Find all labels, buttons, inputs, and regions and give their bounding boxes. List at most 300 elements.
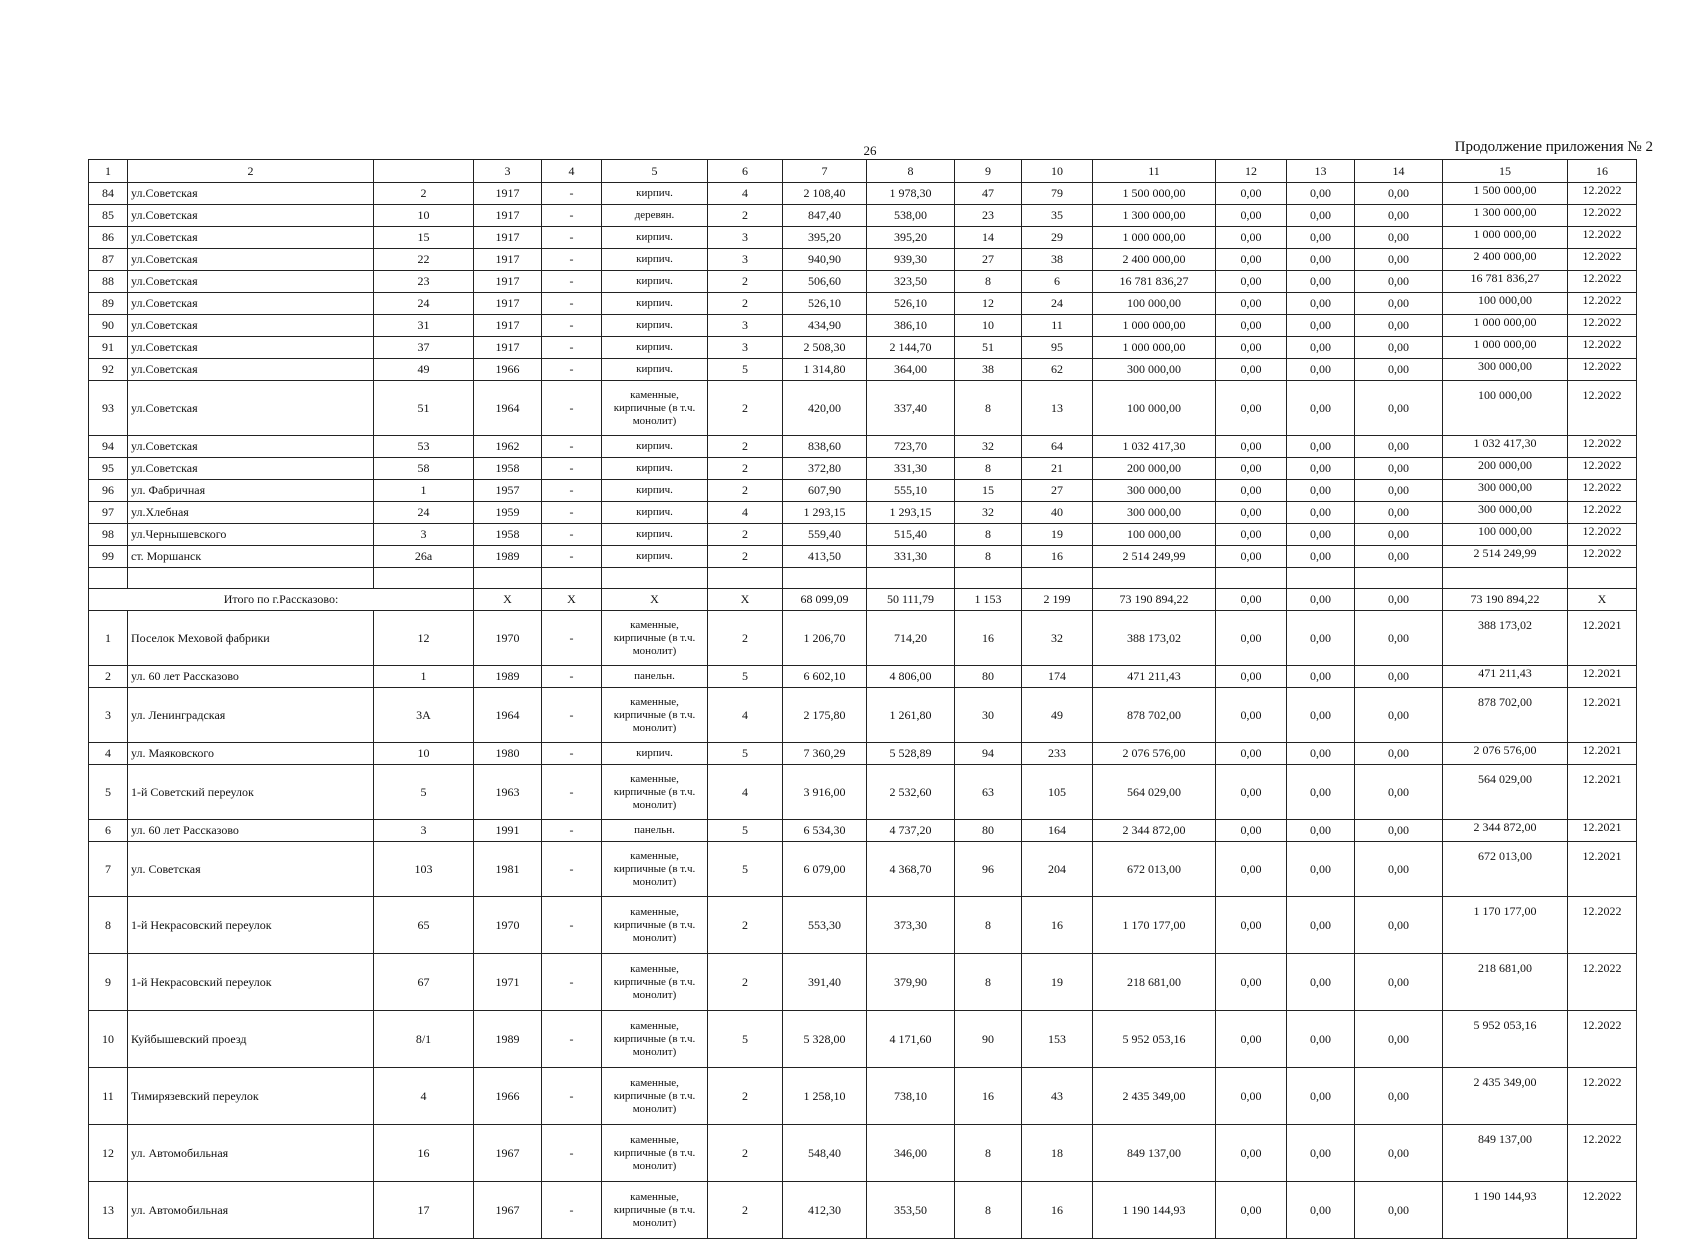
living-area-cell: 4 368,70 (867, 842, 955, 897)
year-cell: 1981 (474, 842, 542, 897)
residents-cell: 79 (1022, 183, 1093, 205)
column14-cell: 0,00 (1355, 611, 1443, 666)
residents-cell: 16 (1022, 546, 1093, 568)
empty-cell (374, 568, 474, 589)
flats-cell: 8 (955, 524, 1022, 546)
floors-cell: 2 (708, 1182, 783, 1239)
empty-cell (783, 568, 867, 589)
year-cell: 1966 (474, 359, 542, 381)
row-number-cell: 10 (89, 1011, 128, 1068)
floors-cell: 2 (708, 611, 783, 666)
cost-cell: 2 400 000,00 (1093, 249, 1216, 271)
column13-cell: 0,00 (1287, 480, 1355, 502)
table-row (89, 611, 1637, 666)
column13-cell: 0,00 (1287, 1068, 1355, 1125)
cost-cell: 100 000,00 (1093, 381, 1216, 436)
living-area-cell: 379,90 (867, 954, 955, 1011)
floors-cell: 3 (708, 337, 783, 359)
empty-cell (1443, 568, 1568, 589)
empty-cell (542, 568, 602, 589)
column15-cell: 471 211,43 (1443, 666, 1568, 688)
house-number-cell: 17 (374, 1182, 474, 1239)
completion-date-cell: 12.2022 (1568, 249, 1637, 271)
row-number-cell: 3 (89, 688, 128, 743)
year-cell: 1967 (474, 1125, 542, 1182)
column13-cell: 0,00 (1287, 205, 1355, 227)
column12-cell: 0,00 (1216, 381, 1287, 436)
cost-cell: 1 170 177,00 (1093, 897, 1216, 954)
completion-date-cell: 12.2022 (1568, 359, 1637, 381)
table-row (89, 842, 1637, 897)
residents-cell: 174 (1022, 666, 1093, 688)
column14-cell: 0,00 (1355, 183, 1443, 205)
house-number-cell: 22 (374, 249, 474, 271)
continuation-label: Продолжение приложения № 2 (1454, 139, 1653, 155)
street-cell: ул.Советская (128, 249, 374, 271)
cost-cell: 471 211,43 (1093, 666, 1216, 688)
column14-cell: 0,00 (1355, 205, 1443, 227)
total-cost: 73 190 894,22 (1093, 589, 1216, 611)
completion-date-cell: 12.2021 (1568, 666, 1637, 688)
column14-cell: 0,00 (1355, 1011, 1443, 1068)
column13-cell: 0,00 (1287, 1182, 1355, 1239)
column14-cell: 0,00 (1355, 381, 1443, 436)
column4-cell: - (542, 897, 602, 954)
residents-cell: 13 (1022, 381, 1093, 436)
total-col15: 73 190 894,22 (1443, 589, 1568, 611)
floors-cell: 2 (708, 897, 783, 954)
total-area-cell: 2 508,30 (783, 337, 867, 359)
street-cell: ул. 60 лет Рассказово (128, 666, 374, 688)
house-number-cell: 3 (374, 820, 474, 842)
house-number-cell: 12 (374, 611, 474, 666)
cost-cell: 100 000,00 (1093, 524, 1216, 546)
house-number-cell: 65 (374, 897, 474, 954)
floors-cell: 2 (708, 524, 783, 546)
column-number-cell: 14 (1355, 160, 1443, 183)
column4-cell: - (542, 666, 602, 688)
street-cell: 1-й Некрасовский переулок (128, 897, 374, 954)
total-col13: 0,00 (1287, 589, 1355, 611)
column4-cell: - (542, 381, 602, 436)
column13-cell: 0,00 (1287, 743, 1355, 765)
house-number-cell: 24 (374, 502, 474, 524)
column15-cell: 1 500 000,00 (1443, 183, 1568, 205)
street-cell: ул.Советская (128, 337, 374, 359)
table-row (89, 820, 1637, 842)
page-number: 26 (863, 143, 877, 158)
column15-cell: 388 173,02 (1443, 611, 1568, 666)
material-cell: кирпич. (602, 502, 708, 524)
material-cell: каменные, кирпичные (в т.ч. монолит) (602, 1068, 708, 1125)
column12-cell: 0,00 (1216, 480, 1287, 502)
total-area-cell: 2 108,40 (783, 183, 867, 205)
column15-cell: 100 000,00 (1443, 524, 1568, 546)
column-number-cell: 15 (1443, 160, 1568, 183)
column15-cell: 200 000,00 (1443, 458, 1568, 480)
residents-cell: 95 (1022, 337, 1093, 359)
flats-cell: 80 (955, 666, 1022, 688)
floors-cell: 5 (708, 1011, 783, 1068)
house-number-cell: 16 (374, 1125, 474, 1182)
house-number-cell: 3А (374, 688, 474, 743)
material-cell: кирпич. (602, 315, 708, 337)
total-area-cell: 1 206,70 (783, 611, 867, 666)
cost-cell: 100 000,00 (1093, 293, 1216, 315)
flats-cell: 32 (955, 502, 1022, 524)
floors-cell: 5 (708, 820, 783, 842)
flats-cell: 15 (955, 480, 1022, 502)
column15-cell: 849 137,00 (1443, 1125, 1568, 1182)
flats-cell: 90 (955, 1011, 1022, 1068)
total-area-cell: 559,40 (783, 524, 867, 546)
year-cell: 1971 (474, 954, 542, 1011)
row-number-cell: 98 (89, 524, 128, 546)
column13-cell: 0,00 (1287, 688, 1355, 743)
column14-cell: 0,00 (1355, 502, 1443, 524)
column15-cell: 16 781 836,27 (1443, 271, 1568, 293)
house-number-cell: 4 (374, 1068, 474, 1125)
total-flats: 1 153 (955, 589, 1022, 611)
row-number-cell: 84 (89, 183, 128, 205)
cost-cell: 564 029,00 (1093, 765, 1216, 820)
flats-cell: 8 (955, 954, 1022, 1011)
row-number-cell: 6 (89, 820, 128, 842)
year-cell: 1917 (474, 337, 542, 359)
flats-cell: 8 (955, 897, 1022, 954)
column12-cell: 0,00 (1216, 205, 1287, 227)
cost-cell: 200 000,00 (1093, 458, 1216, 480)
cost-cell: 5 952 053,16 (1093, 1011, 1216, 1068)
column15-cell: 1 190 144,93 (1443, 1182, 1568, 1239)
living-area-cell: 1 978,30 (867, 183, 955, 205)
column12-cell: 0,00 (1216, 436, 1287, 458)
column13-cell: 0,00 (1287, 293, 1355, 315)
residents-cell: 62 (1022, 359, 1093, 381)
floors-cell: 3 (708, 315, 783, 337)
column15-cell: 2 076 576,00 (1443, 743, 1568, 765)
cost-cell: 672 013,00 (1093, 842, 1216, 897)
column14-cell: 0,00 (1355, 249, 1443, 271)
row-number-cell: 86 (89, 227, 128, 249)
table-row (89, 315, 1637, 337)
column-number-cell: 13 (1287, 160, 1355, 183)
living-area-cell: 4 171,60 (867, 1011, 955, 1068)
material-cell: кирпич. (602, 743, 708, 765)
table-row (89, 1068, 1637, 1125)
column13-cell: 0,00 (1287, 436, 1355, 458)
year-cell: 1989 (474, 666, 542, 688)
completion-date-cell: 12.2021 (1568, 611, 1637, 666)
row-number-cell: 96 (89, 480, 128, 502)
column14-cell: 0,00 (1355, 480, 1443, 502)
flats-cell: 23 (955, 205, 1022, 227)
completion-date-cell: 12.2021 (1568, 820, 1637, 842)
column4-cell: - (542, 293, 602, 315)
column15-cell: 672 013,00 (1443, 842, 1568, 897)
house-number-cell: 3 (374, 524, 474, 546)
floors-cell: 2 (708, 205, 783, 227)
flats-cell: 30 (955, 688, 1022, 743)
material-cell: кирпич. (602, 227, 708, 249)
flats-cell: 16 (955, 1068, 1022, 1125)
flats-cell: 8 (955, 546, 1022, 568)
row-number-cell: 95 (89, 458, 128, 480)
column14-cell: 0,00 (1355, 1182, 1443, 1239)
column4-cell: - (542, 611, 602, 666)
living-area-cell: 346,00 (867, 1125, 955, 1182)
living-area-cell: 555,10 (867, 480, 955, 502)
table-row (89, 227, 1637, 249)
house-number-cell: 1 (374, 480, 474, 502)
living-area-cell: 386,10 (867, 315, 955, 337)
completion-date-cell: 12.2022 (1568, 381, 1637, 436)
table-row (89, 183, 1637, 205)
house-number-cell: 5 (374, 765, 474, 820)
column14-cell: 0,00 (1355, 337, 1443, 359)
column15-cell: 218 681,00 (1443, 954, 1568, 1011)
cost-cell: 2 344 872,00 (1093, 820, 1216, 842)
column13-cell: 0,00 (1287, 666, 1355, 688)
material-cell: каменные, кирпичные (в т.ч. монолит) (602, 381, 708, 436)
cost-cell: 300 000,00 (1093, 359, 1216, 381)
column4-cell: - (542, 820, 602, 842)
column14-cell: 0,00 (1355, 546, 1443, 568)
residents-cell: 11 (1022, 315, 1093, 337)
material-cell: кирпич. (602, 249, 708, 271)
table-row (89, 954, 1637, 1011)
housing-register-table (88, 159, 1637, 1239)
empty-cell (128, 568, 374, 589)
material-cell: кирпич. (602, 359, 708, 381)
column4-cell: - (542, 315, 602, 337)
year-cell: 1966 (474, 1068, 542, 1125)
column12-cell: 0,00 (1216, 183, 1287, 205)
completion-date-cell: 12.2022 (1568, 436, 1637, 458)
year-cell: 1958 (474, 524, 542, 546)
column4-cell: - (542, 524, 602, 546)
table-row (89, 524, 1637, 546)
house-number-cell: 8/1 (374, 1011, 474, 1068)
total-area-cell: 506,60 (783, 271, 867, 293)
empty-cell (602, 568, 708, 589)
completion-date-cell: 12.2022 (1568, 293, 1637, 315)
column12-cell: 0,00 (1216, 954, 1287, 1011)
table-row (89, 666, 1637, 688)
living-area-cell: 714,20 (867, 611, 955, 666)
column4-cell: - (542, 436, 602, 458)
house-number-cell: 53 (374, 436, 474, 458)
table-row (89, 458, 1637, 480)
column15-cell: 100 000,00 (1443, 381, 1568, 436)
column12-cell: 0,00 (1216, 458, 1287, 480)
total-label: Итого по г.Рассказово: (89, 589, 474, 611)
completion-date-cell: 12.2022 (1568, 502, 1637, 524)
street-cell: ул.Советская (128, 227, 374, 249)
year-cell: 1991 (474, 820, 542, 842)
material-cell: каменные, кирпичные (в т.ч. монолит) (602, 765, 708, 820)
column4-cell: - (542, 688, 602, 743)
total-living-area: 50 111,79 (867, 589, 955, 611)
cost-cell: 2 435 349,00 (1093, 1068, 1216, 1125)
table-row (89, 381, 1637, 436)
flats-cell: 8 (955, 381, 1022, 436)
column15-cell: 564 029,00 (1443, 765, 1568, 820)
cost-cell: 300 000,00 (1093, 502, 1216, 524)
street-cell: ул.Советская (128, 458, 374, 480)
total-area-cell: 838,60 (783, 436, 867, 458)
flats-cell: 8 (955, 1182, 1022, 1239)
residents-cell: 105 (1022, 765, 1093, 820)
column12-cell: 0,00 (1216, 271, 1287, 293)
material-cell: кирпич. (602, 337, 708, 359)
column15-cell: 5 952 053,16 (1443, 1011, 1568, 1068)
column14-cell: 0,00 (1355, 743, 1443, 765)
column12-cell: 0,00 (1216, 666, 1287, 688)
year-cell: 1917 (474, 249, 542, 271)
row-number-cell: 91 (89, 337, 128, 359)
house-number-cell: 23 (374, 271, 474, 293)
cost-cell: 218 681,00 (1093, 954, 1216, 1011)
material-cell: панельн. (602, 666, 708, 688)
year-cell: 1917 (474, 293, 542, 315)
total-col6: X (708, 589, 783, 611)
flats-cell: 16 (955, 611, 1022, 666)
column12-cell: 0,00 (1216, 227, 1287, 249)
total-area-cell: 6 079,00 (783, 842, 867, 897)
table-row (89, 249, 1637, 271)
completion-date-cell: 12.2022 (1568, 954, 1637, 1011)
flats-cell: 94 (955, 743, 1022, 765)
empty-cell (1022, 568, 1093, 589)
year-cell: 1957 (474, 480, 542, 502)
column12-cell: 0,00 (1216, 1182, 1287, 1239)
completion-date-cell: 12.2022 (1568, 315, 1637, 337)
row-number-cell: 88 (89, 271, 128, 293)
material-cell: деревян. (602, 205, 708, 227)
total-area-cell: 412,30 (783, 1182, 867, 1239)
cost-cell: 849 137,00 (1093, 1125, 1216, 1182)
table-row (89, 688, 1637, 743)
column13-cell: 0,00 (1287, 524, 1355, 546)
column4-cell: - (542, 1068, 602, 1125)
empty-cell (1355, 568, 1443, 589)
table-body (89, 160, 1637, 1239)
table-row (89, 1125, 1637, 1182)
house-number-cell: 2 (374, 183, 474, 205)
total-area-cell: 940,90 (783, 249, 867, 271)
living-area-cell: 5 528,89 (867, 743, 955, 765)
completion-date-cell: 12.2021 (1568, 688, 1637, 743)
year-cell: 1964 (474, 381, 542, 436)
row-number-cell: 85 (89, 205, 128, 227)
column13-cell: 0,00 (1287, 249, 1355, 271)
year-cell: 1989 (474, 1011, 542, 1068)
material-cell: кирпич. (602, 436, 708, 458)
material-cell: каменные, кирпичные (в т.ч. монолит) (602, 954, 708, 1011)
house-number-cell: 58 (374, 458, 474, 480)
year-cell: 1958 (474, 458, 542, 480)
completion-date-cell: 12.2022 (1568, 337, 1637, 359)
residents-cell: 21 (1022, 458, 1093, 480)
street-cell: 1-й Некрасовский переулок (128, 954, 374, 1011)
house-number-cell: 10 (374, 205, 474, 227)
flats-cell: 38 (955, 359, 1022, 381)
column15-cell: 100 000,00 (1443, 293, 1568, 315)
total-residents: 2 199 (1022, 589, 1093, 611)
column-number-row (89, 160, 1637, 183)
total-row (89, 589, 1637, 611)
material-cell: панельн. (602, 820, 708, 842)
table-row (89, 436, 1637, 458)
column14-cell: 0,00 (1355, 315, 1443, 337)
column14-cell: 0,00 (1355, 1068, 1443, 1125)
cost-cell: 388 173,02 (1093, 611, 1216, 666)
floors-cell: 3 (708, 227, 783, 249)
material-cell: кирпич. (602, 293, 708, 315)
column14-cell: 0,00 (1355, 688, 1443, 743)
living-area-cell: 373,30 (867, 897, 955, 954)
total-area-cell: 5 328,00 (783, 1011, 867, 1068)
column12-cell: 0,00 (1216, 359, 1287, 381)
year-cell: 1917 (474, 205, 542, 227)
material-cell: каменные, кирпичные (в т.ч. монолит) (602, 1182, 708, 1239)
total-area-cell: 1 258,10 (783, 1068, 867, 1125)
living-area-cell: 526,10 (867, 293, 955, 315)
total-area-cell: 434,90 (783, 315, 867, 337)
column15-cell: 300 000,00 (1443, 359, 1568, 381)
column15-cell: 2 344 872,00 (1443, 820, 1568, 842)
living-area-cell: 364,00 (867, 359, 955, 381)
street-cell: ул. Автомобильная (128, 1125, 374, 1182)
completion-date-cell: 12.2022 (1568, 1068, 1637, 1125)
column12-cell: 0,00 (1216, 293, 1287, 315)
year-cell: 1970 (474, 611, 542, 666)
column4-cell: - (542, 842, 602, 897)
completion-date-cell: 12.2022 (1568, 227, 1637, 249)
flats-cell: 8 (955, 271, 1022, 293)
completion-date-cell: 12.2022 (1568, 1125, 1637, 1182)
column14-cell: 0,00 (1355, 359, 1443, 381)
flats-cell: 10 (955, 315, 1022, 337)
street-cell: ул.Советская (128, 205, 374, 227)
year-cell: 1964 (474, 688, 542, 743)
empty-cell (1568, 568, 1637, 589)
row-number-cell: 99 (89, 546, 128, 568)
column4-cell: - (542, 743, 602, 765)
column12-cell: 0,00 (1216, 1068, 1287, 1125)
column4-cell: - (542, 359, 602, 381)
table-row (89, 1182, 1637, 1239)
row-number-cell: 89 (89, 293, 128, 315)
living-area-cell: 337,40 (867, 381, 955, 436)
column14-cell: 0,00 (1355, 842, 1443, 897)
house-number-cell: 15 (374, 227, 474, 249)
total-area-cell: 548,40 (783, 1125, 867, 1182)
completion-date-cell: 12.2022 (1568, 1011, 1637, 1068)
street-cell: Куйбышевский проезд (128, 1011, 374, 1068)
floors-cell: 2 (708, 271, 783, 293)
street-cell: ул. Ленинградская (128, 688, 374, 743)
floors-cell: 4 (708, 765, 783, 820)
floors-cell: 2 (708, 293, 783, 315)
residents-cell: 153 (1022, 1011, 1093, 1068)
column15-cell: 300 000,00 (1443, 480, 1568, 502)
residents-cell: 19 (1022, 524, 1093, 546)
table-row (89, 502, 1637, 524)
column-number-cell: 9 (955, 160, 1022, 183)
year-cell: 1917 (474, 315, 542, 337)
